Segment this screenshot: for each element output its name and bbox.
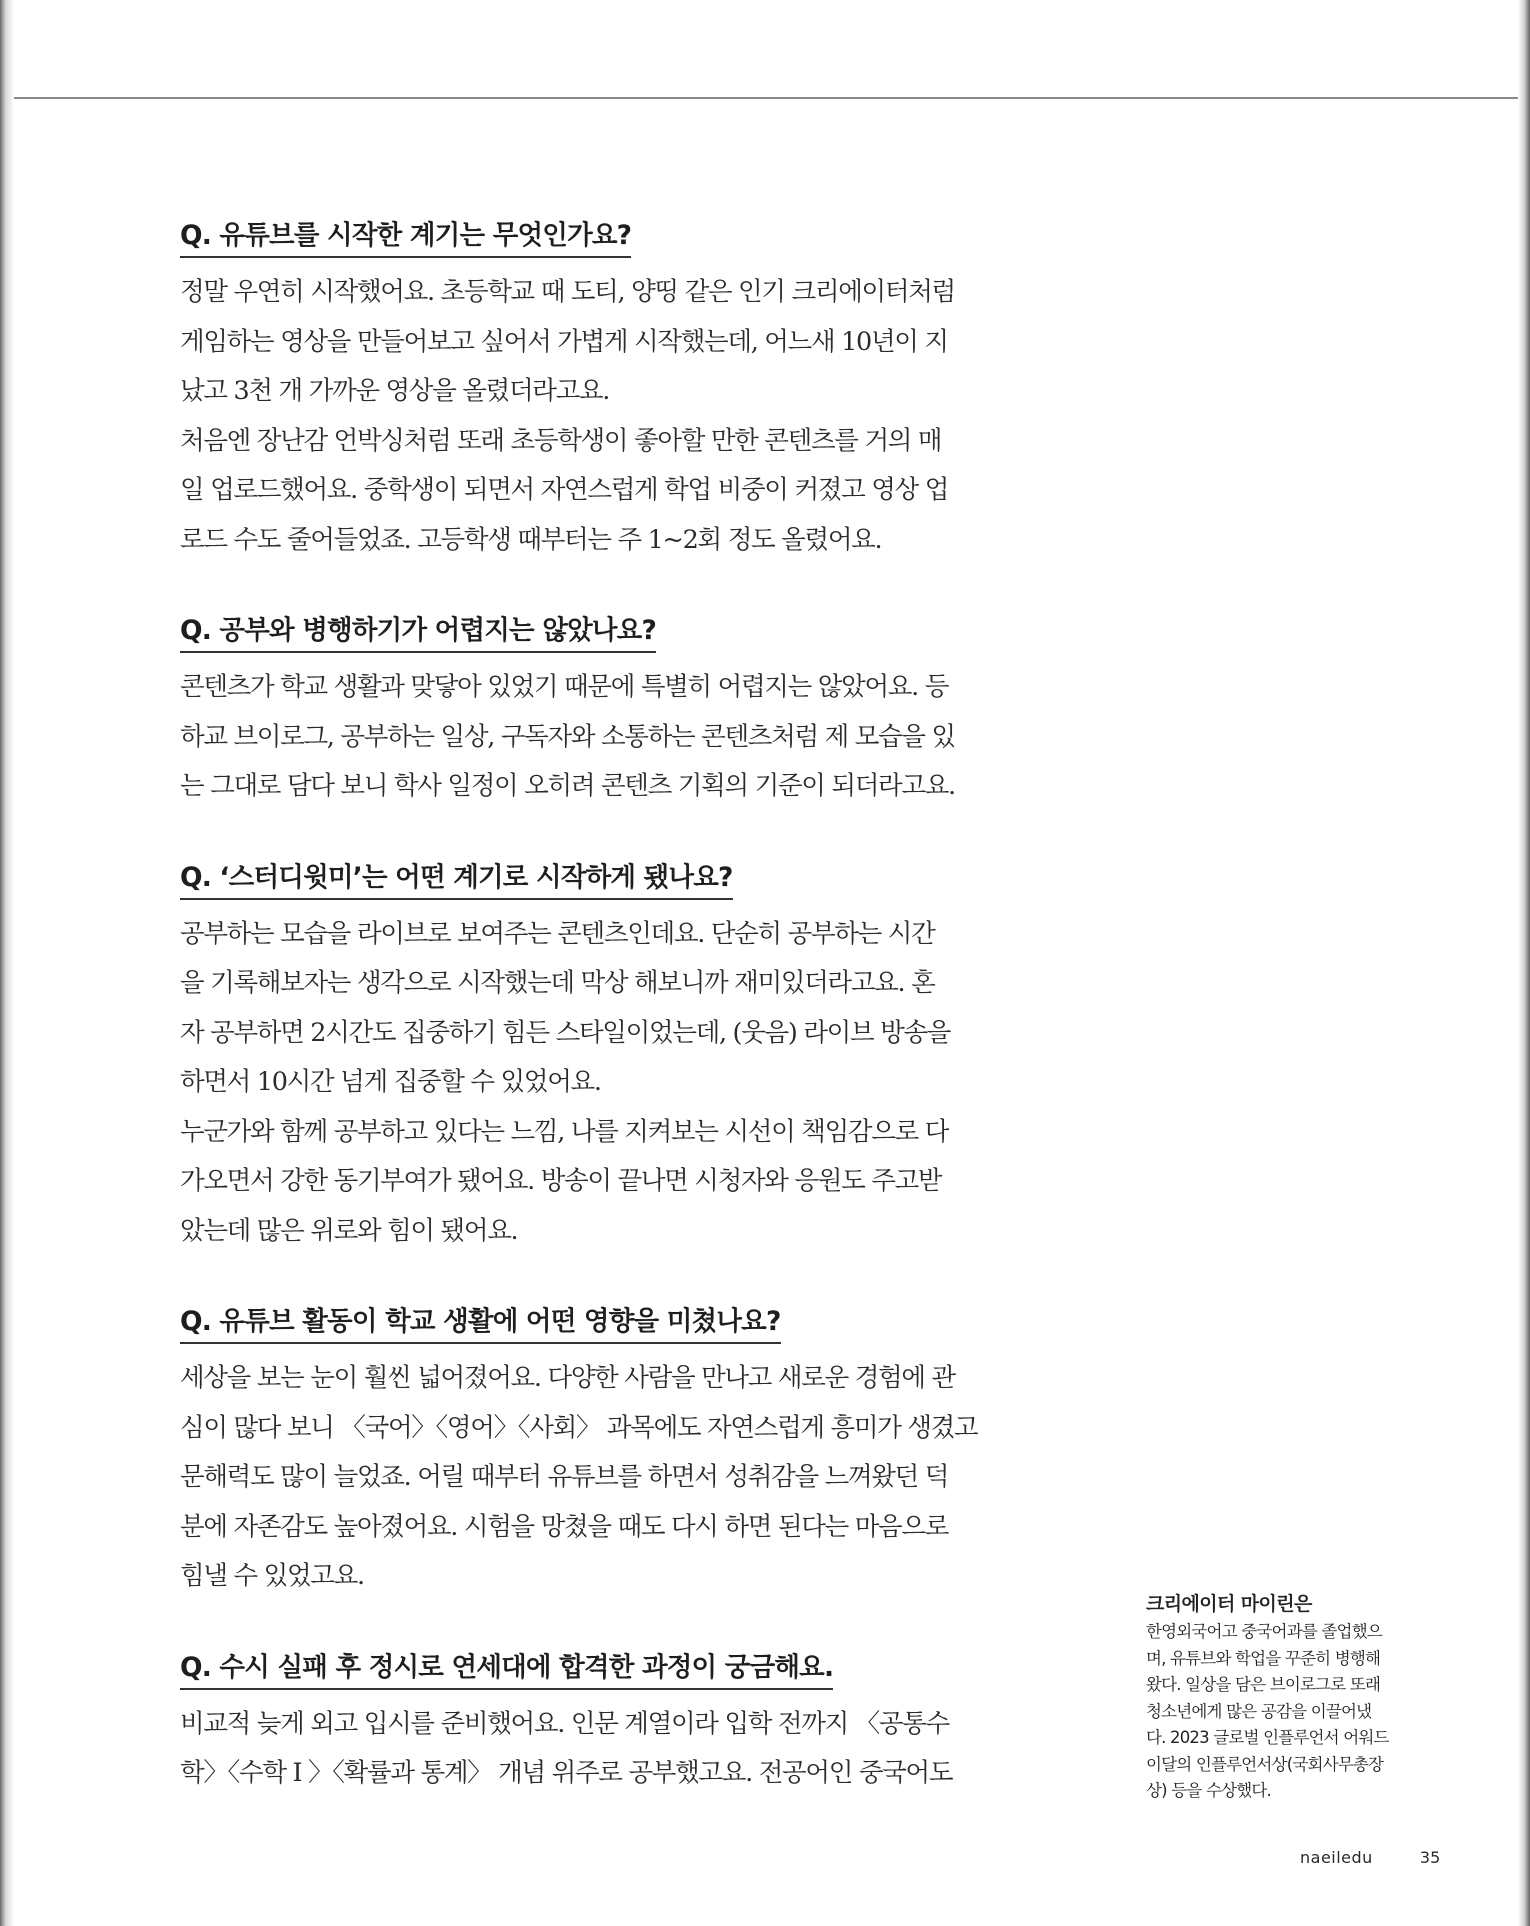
answer-line: 처음엔 장난감 언박싱처럼 또래 초등학생이 좋아할 만한 콘텐츠를 거의 매 xyxy=(180,425,942,456)
answer-line: 학〉〈수학 I 〉〈확률과 통계〉 개념 위주로 공부했고요. 전공어인 중국어도 xyxy=(180,1758,953,1788)
qa-section-1 xyxy=(180,218,1020,565)
answer-line: 게임하는 영상을 만들어보고 싶어서 가볍게 시작했는데, 어느새 10년이 지 xyxy=(180,326,948,357)
header-rule xyxy=(14,97,1518,99)
sidebar-line: 며, 유튜브와 학업을 꾸준히 병행해 xyxy=(1146,1648,1381,1668)
answer-line: 하면서 10시간 넘게 집중할 수 있었어요. xyxy=(180,1067,601,1097)
qa-section-4 xyxy=(180,1304,1020,1602)
answer-line: 는 그대로 담다 보니 학사 일정이 오히려 콘텐츠 기획의 기준이 되더라고요. xyxy=(180,771,955,801)
page-edge-left xyxy=(0,0,14,1926)
answer-line: 문해력도 많이 늘었죠. 어릴 때부터 유튜브를 하면서 성취감을 느껴왔던 덕 xyxy=(180,1462,949,1492)
answer-line: 분에 자존감도 높아졌어요. 시험을 망쳤을 때도 다시 하면 된다는 마음으로 xyxy=(180,1511,949,1542)
answer-line: 공부하는 모습을 라이브로 보여주는 콘텐츠인데요. 단순히 공부하는 시간 xyxy=(180,918,935,949)
publication-brand: naeiledu xyxy=(1300,1848,1373,1867)
question-heading: Q. 수시 실패 후 정시로 연세대에 합격한 과정이 궁금해요. xyxy=(180,1650,833,1690)
answer-line: 세상을 보는 눈이 훨씬 넓어졌어요. 다양한 사람을 만나고 새로운 경험에 관 xyxy=(180,1363,955,1393)
creator-profile-sidebar xyxy=(1146,1591,1446,1805)
sidebar-line: 상) 등을 수상했다. xyxy=(1146,1781,1271,1800)
sidebar-title: 크리에이터 마이린은 xyxy=(1146,1593,1312,1615)
answer-line: 았는데 많은 위로와 힘이 됐어요. xyxy=(180,1215,518,1246)
sidebar-line: 한영외국어고 중국어과를 졸업했으 xyxy=(1146,1622,1382,1641)
interview-article xyxy=(180,218,1020,1847)
answer-line: 가오면서 강한 동기부여가 됐어요. 방송이 끝나면 시청자와 응원도 주고받 xyxy=(180,1166,942,1196)
question-heading: Q. 공부와 병행하기가 어렵지는 않았나요? xyxy=(180,613,656,653)
qa-section-3 xyxy=(180,860,1020,1257)
answer-paragraph xyxy=(180,1700,1020,1799)
answer-line: 힘낼 수 있었고요. xyxy=(180,1561,364,1591)
qa-section-5 xyxy=(180,1650,1020,1799)
qa-section-2 xyxy=(180,613,1020,812)
sidebar-line: 이달의 인플루언서상(국회사무총장 xyxy=(1146,1754,1384,1774)
page-edge-right xyxy=(1518,0,1530,1926)
answer-paragraph xyxy=(180,1354,1020,1602)
answer-line: 일 업로드했어요. 중학생이 되면서 자연스럽게 학업 비중이 커졌고 영상 업 xyxy=(180,475,949,505)
answer-line: 심이 많다 보니 〈국어〉〈영어〉〈사회〉 과목에도 자연스럽게 흥미가 생겼고 xyxy=(180,1412,978,1443)
answer-paragraph xyxy=(180,268,1020,565)
answer-line: 비교적 늦게 외고 입시를 준비했어요. 인문 계열이라 입학 전까지 〈공통수 xyxy=(180,1708,949,1739)
sidebar-line: 왔다. 일상을 담은 브이로그로 또래 xyxy=(1146,1675,1381,1694)
answer-paragraph xyxy=(180,910,1020,1257)
answer-line: 하교 브이로그, 공부하는 일상, 구독자와 소통하는 콘텐츠처럼 제 모습을 있 xyxy=(180,721,955,752)
page-footer xyxy=(1300,1848,1440,1867)
answer-paragraph xyxy=(180,663,1020,812)
answer-line: 자 공부하면 2시간도 집중하기 힘든 스타일이었는데, (웃음) 라이브 방송을 xyxy=(180,1017,951,1048)
answer-line: 정말 우연히 시작했어요. 초등학교 때 도티, 양띵 같은 인기 크리에이터처럼 xyxy=(180,277,955,307)
answer-line: 누군가와 함께 공부하고 있다는 느낌, 나를 지켜보는 시선이 책임감으로 다 xyxy=(180,1116,949,1147)
sidebar-line: 다. 2023 글로벌 인플루언서 어워드 xyxy=(1146,1728,1389,1747)
answer-line: 로드 수도 줄어들었죠. 고등학생 때부터는 주 1~2회 정도 올렸어요. xyxy=(180,524,882,555)
page-number: 35 xyxy=(1419,1848,1441,1867)
question-heading: Q. 유튜브 활동이 학교 생활에 어떤 영향을 미쳤나요? xyxy=(180,1304,781,1344)
question-heading: Q. 유튜브를 시작한 계기는 무엇인가요? xyxy=(180,218,631,258)
answer-line: 을 기록해보자는 생각으로 시작했는데 막상 해보니까 재미있더라고요. 혼 xyxy=(180,968,935,998)
question-heading: Q. ‘스터디윗미’는 어떤 계기로 시작하게 됐나요? xyxy=(180,860,733,900)
answer-line: 났고 3천 개 가까운 영상을 올렸더라고요. xyxy=(180,376,610,406)
answer-line: 콘텐츠가 학교 생활과 맞닿아 있었기 때문에 특별히 어렵지는 않았어요. 등 xyxy=(180,672,949,702)
sidebar-line: 청소년에게 많은 공감을 이끌어냈 xyxy=(1146,1701,1372,1721)
